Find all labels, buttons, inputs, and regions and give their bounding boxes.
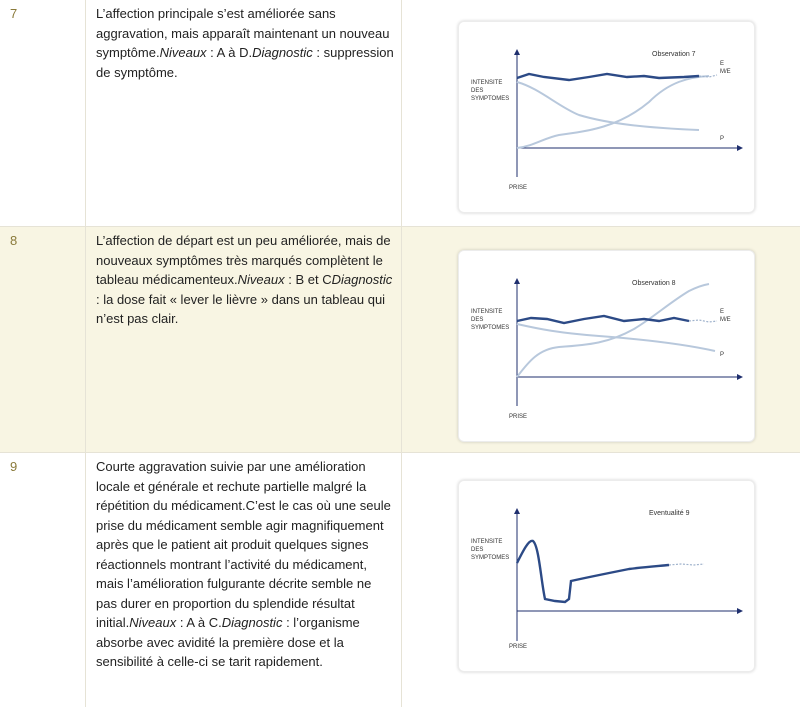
chart-title: Observation 8	[632, 280, 676, 287]
y-label-line-1: INTENSITE	[471, 80, 503, 86]
graph-cell	[402, 453, 800, 707]
table-row	[0, 0, 800, 227]
desc-text: : suppression de symptôme.	[96, 45, 394, 80]
desc-label-niveaux: Niveaux	[237, 272, 285, 287]
desc-text: Courte aggravation suivie par une amélioration locale et générale et rechute partielle malgré la répétition du médicament.C’est le cas où une seule prise du médicament semble agir magnifiquement après que le patient ait produit quelques signes réactionnels montrant l’activité du médicament, mais l’amélioration fulgurante décrite semble ne pas durer en proportion du splendide résultat initial.	[96, 459, 391, 630]
y-label-line-3: SYMPTOMES	[471, 96, 510, 102]
y-label-line-2: DES	[471, 547, 484, 553]
series-dark-level	[517, 74, 699, 80]
chart-title: Eventualité 9	[649, 510, 690, 517]
y-label-line-1: INTENSITE	[471, 539, 503, 545]
observation-8-chart	[459, 251, 754, 441]
eventualite-9-chart	[459, 481, 754, 671]
desc-text: L’affection de départ est un peu améliorée, mais de nouveaux symptômes très marqués complètent le tableau médicamenteux.	[96, 233, 391, 287]
row-number: 7	[0, 0, 86, 226]
desc-text: : A à C.	[176, 615, 222, 630]
x-label: PRISE	[509, 644, 528, 650]
series-label-e: E	[720, 309, 725, 315]
y-label-line-2: DES	[471, 317, 484, 323]
series-label-p: P	[720, 352, 725, 358]
series-dark-curve	[517, 541, 669, 602]
chart-title: Observation 7	[652, 51, 696, 58]
observation-7-chart	[459, 22, 754, 212]
desc-label-diagnostic: Diagnostic	[252, 45, 313, 60]
desc-text: : la dose fait « lever le lièvre » dans un tableau qui n’est pas clair.	[96, 291, 386, 326]
x-label: PRISE	[509, 414, 528, 420]
series-label-me: M/E	[720, 317, 731, 323]
series-light-decreasing	[517, 82, 699, 130]
desc-label-diagnostic: Diagnostic	[331, 272, 393, 287]
series-dark-fade	[669, 564, 704, 565]
row-description	[86, 453, 402, 707]
table-row	[0, 227, 800, 453]
desc-label-niveaux: Niveaux	[159, 45, 207, 60]
desc-text: : A à D.	[206, 45, 253, 60]
observation-chart-card	[458, 21, 755, 213]
desc-text: : B et C	[284, 272, 332, 287]
series-light-rising	[517, 76, 709, 148]
series-label-me: M/E	[720, 69, 731, 75]
y-label-line-2: DES	[471, 88, 484, 94]
desc-label-diagnostic: Diagnostic	[221, 615, 283, 630]
observation-chart-card	[458, 480, 755, 672]
desc-label-niveaux: Niveaux	[129, 615, 177, 630]
y-label-line-3: SYMPTOMES	[471, 555, 510, 561]
row-description	[86, 0, 402, 226]
observation-chart-card	[458, 250, 755, 442]
graph-cell	[402, 0, 800, 226]
series-label-p: P	[720, 136, 725, 142]
graph-cell	[402, 227, 800, 452]
desc-text: L’affection principale s’est améliorée sans aggravation, mais apparaît maintenant un nouveau symptôme.	[96, 6, 390, 60]
y-label-line-3: SYMPTOMES	[471, 325, 510, 331]
row-description	[86, 227, 402, 452]
row-number: 9	[0, 453, 86, 707]
y-label-line-1: INTENSITE	[471, 309, 503, 315]
desc-text: : l’organisme absorbe avec avidité la première dose et la sensibilité à celle-ci se tarit rapidement.	[96, 615, 360, 669]
x-label: PRISE	[509, 185, 528, 191]
series-dark-level	[517, 316, 689, 323]
table-row	[0, 453, 800, 707]
row-number: 8	[0, 227, 86, 452]
series-label-e: E	[720, 61, 725, 67]
series-dark-fade	[689, 320, 717, 322]
